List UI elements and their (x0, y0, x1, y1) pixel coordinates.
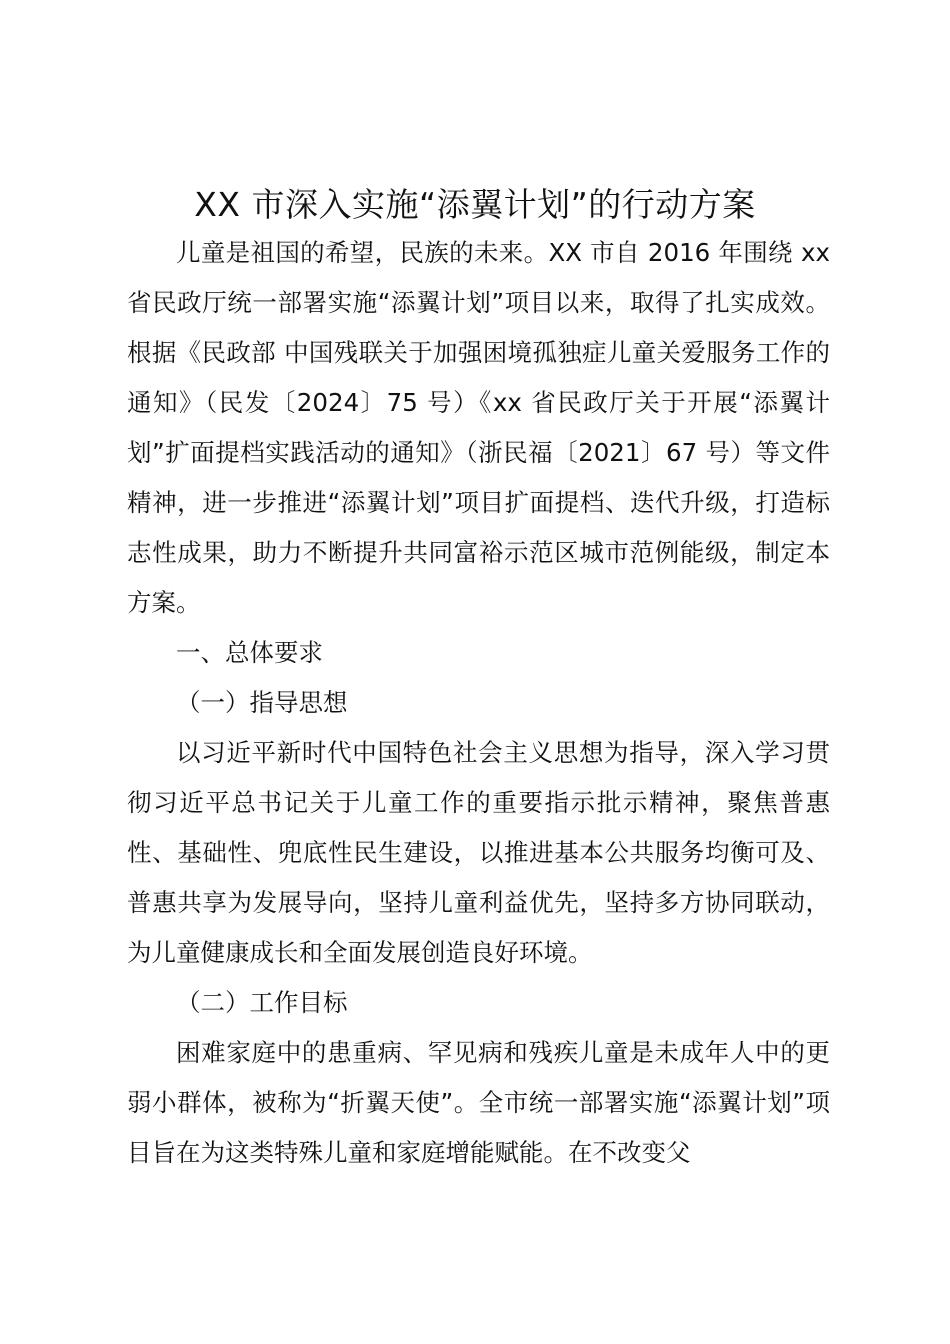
document-title: XX 市深入实施“添翼计划”的行动方案 (194, 185, 756, 224)
intro-paragraph: 儿童是祖国的希望，民族的未来。XX 市自 2016 年围绕 xx 省民政厅统一部署实施“添翼计划”项目以来，取得了扎实成效。根据《民政部 中国残联关于加强困境孤独症儿童关爱服务工作的通知》（民发〔2024〕75 号）《xx 省民政厅关于开展“添翼计划”扩面提档实践活动的通知》（浙民福〔2021〕67 号）等文件精神，进一步推进“添翼计划”项目扩面提档、迭代升级，打造标志性成果，助力不断提升共同富裕示范区城市范例能级，制定本方案。 (127, 238, 830, 617)
subsection-heading-work-goals: （二）工作目标 (176, 988, 348, 1017)
subsection-heading-guiding-ideology: （一）指导思想 (176, 688, 348, 717)
guiding-ideology-paragraph: 以习近平新时代中国特色社会主义思想为指导，深入学习贯彻习近平总书记关于儿童工作的重要指示批示精神，聚焦普惠性、基础性、兜底性民生建设，以推进基本公共服务均衡可及、普惠共享为发展导向，坚持儿童利益优先，坚持多方协同联动，为儿童健康成长和全面发展创造良好环境。 (127, 738, 830, 967)
document-body (127, 228, 830, 1178)
work-goals-paragraph: 困难家庭中的患重病、罕见病和残疾儿童是未成年人中的更弱小群体，被称为“折翼天使”。全市统一部署实施“添翼计划”项目旨在为这类特殊儿童和家庭增能赋能。在不改变父 (127, 1038, 830, 1167)
section-heading-general-requirements: 一、总体要求 (176, 638, 323, 667)
